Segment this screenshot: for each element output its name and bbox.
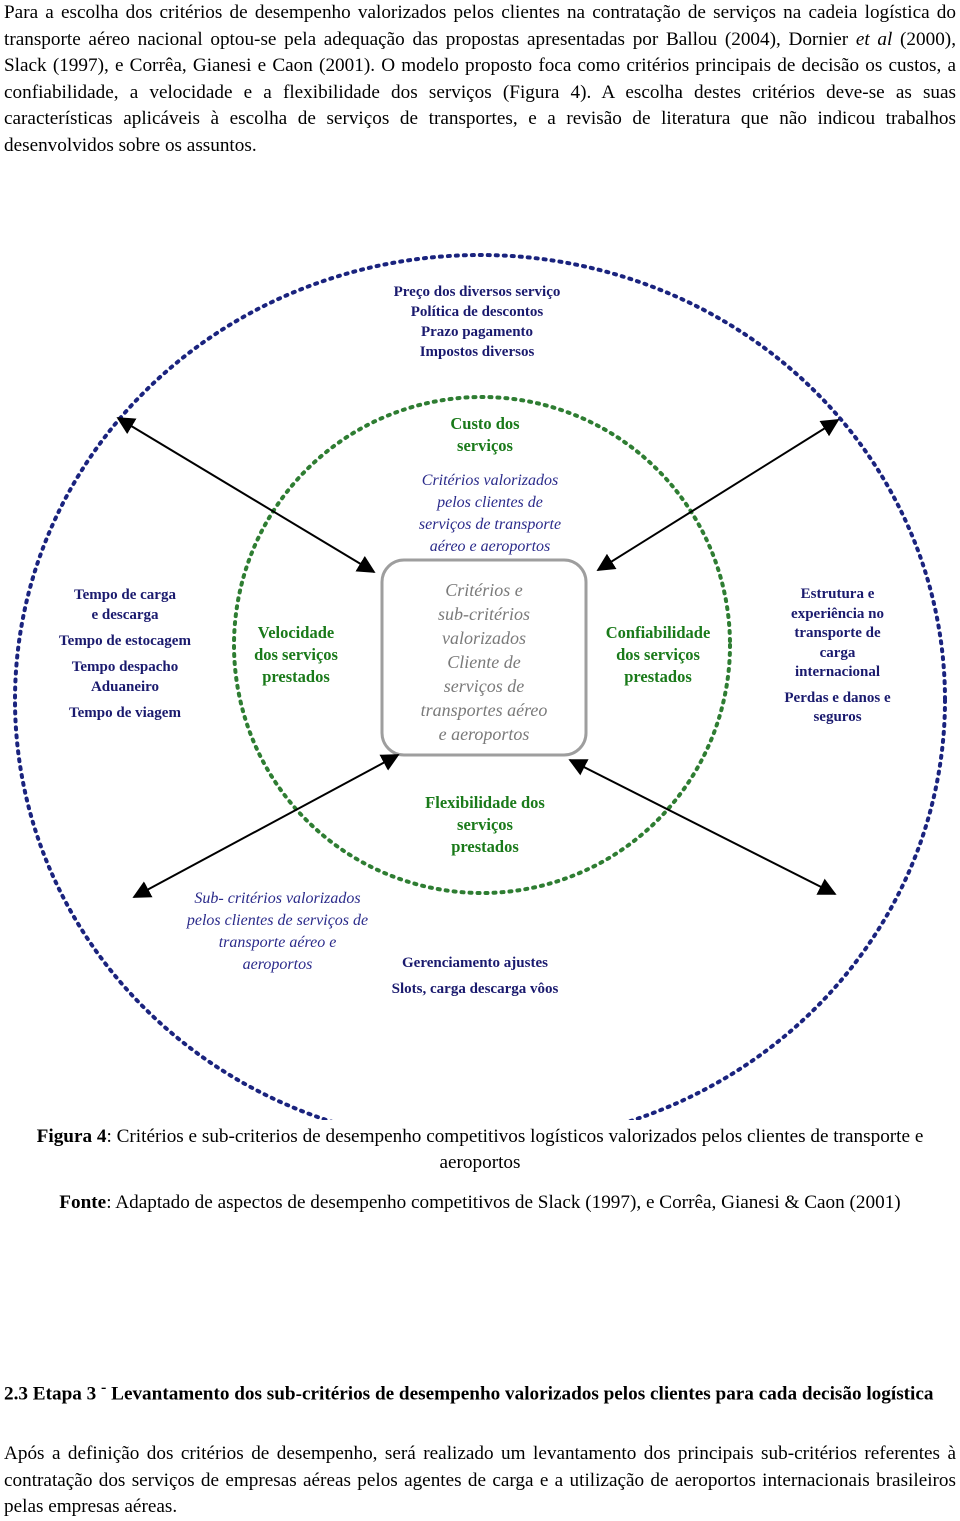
subcriterion-price: Preço dos diversos serviço: [393, 284, 561, 300]
intro-paragraph: [4, 0, 956, 159]
arrow-bottom-left: [134, 755, 398, 897]
speed-line-3: prestados: [262, 667, 330, 686]
section-title: Levantamento dos sub-critérios de desempenho valorizados pelos clientes para cada decisão logística: [106, 1383, 934, 1405]
outer-ring-note: [160, 888, 395, 976]
criterion-speed: [226, 622, 366, 688]
right-subcriteria: [765, 585, 910, 728]
center-line-3: valorizados: [441, 628, 526, 648]
intro-text-1: Para a escolha dos critérios de desempenho valorizados pelos clientes na contratação de serviços na cadeia logística do transporte aéreo nacional optou-se pela adequação das propostas apresentadas por Ballou (2004), Dornier: [4, 2, 956, 50]
subcriterion-payment-term: Prazo pagamento: [420, 324, 534, 340]
subcriterion-storage-time: Tempo de estocagem: [59, 633, 191, 649]
center-line-4: Cliente de: [447, 652, 521, 672]
subcriterion-customs: Aduaneiro: [90, 679, 160, 695]
center-line-2: sub-critérios: [438, 604, 530, 624]
subcriterion-load-time: Tempo de carga: [74, 587, 176, 603]
section-number: 2.3 Etapa 3: [4, 1383, 102, 1405]
center-line-6: transportes aéreo: [420, 700, 548, 720]
subcriterion-adjustments: Gerenciamento ajustes: [402, 955, 548, 971]
outer-note-line-3: transporte aéreo e: [218, 934, 337, 951]
subcriterion-discount: Política de descontos: [410, 304, 544, 320]
subcriterion-structure: Estrutura e: [800, 586, 875, 602]
subcriterion-slots: Slots, carga descarga vôos: [391, 981, 559, 997]
subcriterion-unload: e descarga: [91, 607, 159, 623]
cost-line-2: serviços: [457, 436, 513, 455]
subcriterion-travel-time: Tempo de viagem: [69, 705, 181, 721]
subcriterion-loss-damage: Perdas e danos e: [784, 689, 891, 706]
outer-note-line-1: Sub- critérios valorizados: [194, 890, 361, 907]
criterion-flexibility: [395, 792, 575, 858]
inner-note-line-3: serviços de transporte: [418, 516, 562, 533]
reliability-line-3: prestados: [624, 667, 692, 686]
center-line-7: e aeroportos: [438, 724, 530, 744]
closing-paragraph: Após a definição dos critérios de desempenho, será realizado um levantamento dos principais sub-critérios referentes à contratação dos serviços de empresas aéreas pelos agentes de carga e a utilização de aeroportos internacionais brasileiros pelas empresas aéreas.: [4, 1443, 956, 1517]
figure-source: [0, 1190, 960, 1216]
center-label: [384, 578, 584, 746]
subcriterion-taxes: Impostos diversos: [419, 344, 535, 360]
speed-line-1: Velocidade: [257, 623, 335, 642]
inner-note-line-1: Critérios valorizados: [421, 472, 559, 489]
center-line-1: Critérios e: [445, 580, 523, 600]
speed-line-2: dos serviços: [254, 645, 338, 664]
cost-line-1: Custo dos: [450, 414, 520, 433]
figure-source-label: Fonte: [59, 1192, 107, 1213]
flexibility-line-2: serviços: [457, 815, 513, 834]
reliability-line-1: Confiabilidade: [605, 623, 711, 642]
inner-note-line-2: pelos clientes de: [437, 494, 543, 511]
inner-ring-note: [380, 470, 600, 558]
arrow-bottom-right: [570, 760, 835, 894]
subcriterion-insurance: seguros: [813, 709, 862, 725]
subcriterion-international: internacional: [795, 664, 880, 680]
outer-note-line-2: pelos clientes de serviços de: [186, 912, 369, 929]
outer-note-line-4: aeroportos: [242, 956, 313, 973]
arrow-top-right: [598, 420, 838, 570]
section-heading: [4, 1375, 956, 1407]
figure-caption-text: : Critérios e sub-criterios de desempenho competitivos logísticos valorizados pelos clientes de transporte e aeroportos: [106, 1126, 924, 1173]
intro-text-2: (2000), Slack (1997), e Corrêa, Gianesi e Caon (2001). O modelo proposto foca como critérios principais de decisão os custos, a confiabilidade, a velocidade e a flexibilidade dos serviços (Figura 4). A escolha destes critérios deve-se as suas características aplicáveis à escolha de serviços de transportes, e a revisão de literatura que não indicou trabalhos desenvolvidos sobre os assuntos.: [4, 28, 956, 156]
figure-caption-label: Figura 4: [36, 1126, 107, 1147]
section-dash: -: [101, 1379, 107, 1396]
subcriterion-transport: transporte de: [794, 625, 881, 641]
figure-4-diagram: [0, 240, 960, 1120]
arrow-top-left: [118, 418, 374, 572]
subcriterion-cargo: carga: [819, 644, 856, 661]
reliability-line-2: dos serviços: [616, 645, 700, 664]
bottom-subcriteria: [370, 950, 580, 1002]
intro-italic: et al: [855, 28, 893, 50]
top-subcriteria: [337, 282, 617, 362]
left-subcriteria: [40, 585, 210, 723]
flexibility-line-3: prestados: [451, 837, 519, 856]
criterion-cost: [400, 413, 570, 457]
center-line-5: serviços de: [443, 676, 525, 696]
inner-note-line-4: aéreo e aeroportos: [429, 538, 551, 555]
criterion-reliability: [588, 622, 728, 688]
flexibility-line-1: Flexibilidade dos: [425, 793, 545, 812]
subcriterion-experience: experiência no: [791, 605, 884, 622]
figure-source-text: : Adaptado de aspectos de desempenho competitivos de Slack (1997), e Corrêa, Gianesi & Caon (2001): [106, 1192, 901, 1213]
subcriterion-dispatch-time: Tempo despacho: [71, 659, 179, 675]
figure-caption: [0, 1124, 960, 1176]
